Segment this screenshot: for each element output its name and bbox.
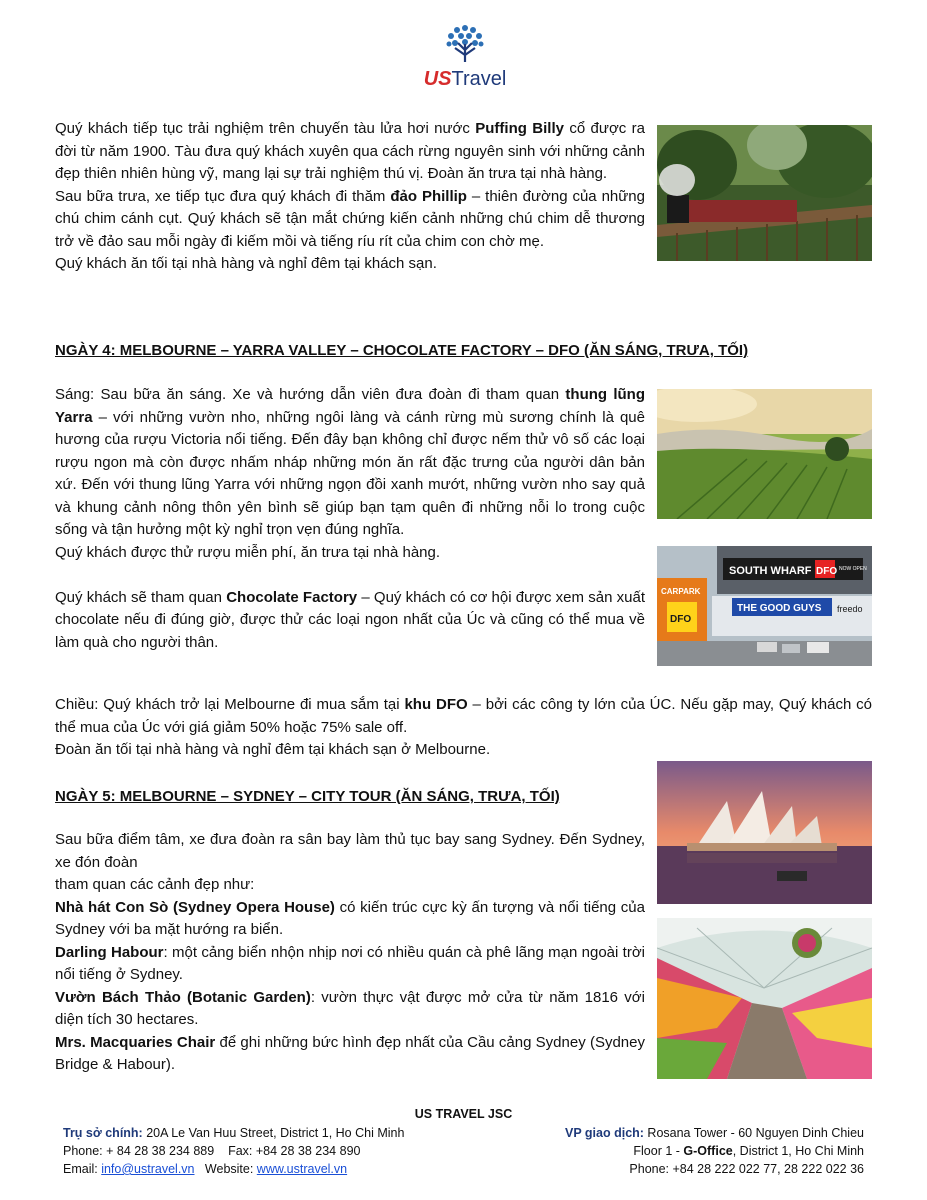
intro-paragraph-2: Sau bữa trưa, xe tiếp tục đưa quý khách đi thăm đảo Phillip – thiên đường của những chú chim cánh cụt. Quý khách sẽ tận mắt chứng kiến cảnh những chú chim dễ thương trở về đảo sau mỗi ngày đi kiếm mồi và tiếng ríu rít của chim con chờ mẹ. [55, 187, 645, 250]
dfo-area-name: khu DFO [404, 696, 468, 713]
intro-paragraph-1: Quý khách tiếp tục trải nghiệm trên chuyến tàu lửa hơi nước Puffing Billy cổ được ra đời từ năm 1900. Tàu đưa quý khách xuyên qua cách rừng nguyên sinh với những cảnh đẹp thiên nhiên hùng vỹ, mang lại sự trải nghiệm thú vị. Đoàn ăn trưa tại nhà hàng. [55, 120, 645, 182]
day-5-section [55, 829, 645, 1077]
sydney-opera-house-photo [657, 761, 872, 904]
vp-phone: Phone: +84 28 222 022 77, 28 222 022 36 [629, 1162, 864, 1176]
sight-opera-house: Nhà hát Con Sò (Sydney Opera House) có kiến trúc cực kỳ ấn tượng và nổi tiếng của Sydney với ba mặt hướng ra biển. [55, 898, 645, 938]
day-4-paragraph-3: Quý khách sẽ tham quan Chocolate Factory – Quý khách có cơ hội được xem sản xuất chocolate nếu đi đúng giờ, được thử các loại ngon nhất của Úc và cũng có thể mua về làm quà cho người thân. [55, 588, 645, 651]
vp-floor: Floor 1 - G-Office, District 1, Ho Chi Minh [633, 1144, 864, 1158]
day-4-paragraph-4: Chiều: Quý khách trở lại Melbourne đi mua sắm tại khu DFO – bởi các công ty lớn của ÚC. Nếu gặp may, Quý khách có thể mua của Úc với giá giảm 50% hoặc 75% sale off. [55, 696, 873, 736]
carpark-sign: CARPARK [661, 587, 701, 596]
dfo-photo [657, 546, 872, 666]
day-4-section [55, 384, 645, 654]
website-label: Website: [194, 1162, 257, 1176]
sight-darling-habour: Darling Habour: một cảng biển nhộn nhịp nơi có nhiều quán cà phê lãng mạn ngoài trời nổi tiếng ở Sydney. [55, 943, 645, 983]
intro-paragraph-3: Quý khách ăn tối tại nhà hàng và nghỉ đêm tại khách sạn. [55, 255, 437, 272]
sight-macquaries-chair: Mrs. Macquaries Chair để ghi những bức hình đẹp nhất của Cầu cảng Sydney (Sydney Bridge & Habour). [55, 1033, 645, 1073]
day-5-heading: NGÀY 5: MELBOURNE – SYDNEY – CITY TOUR (ĂN SÁNG, TRƯA, TỐI) [55, 788, 560, 805]
footer-company-name: US TRAVEL JSC [414, 1107, 513, 1121]
day-5-paragraph-2: tham quan các cảnh đẹp như: [55, 876, 255, 893]
vp-address: Rosana Tower - 60 Nguyen Dinh Chieu [643, 1126, 864, 1140]
us-travel-logo [410, 22, 520, 94]
day-4-afternoon [55, 694, 872, 762]
footer-head-office [63, 1124, 404, 1178]
email-link[interactable]: info@ustravel.vn [101, 1162, 195, 1176]
tree-icon [443, 22, 487, 66]
yarra-valley-photo [657, 389, 872, 519]
day-5-paragraph-1: Sau bữa điểm tâm, xe đưa đoàn ra sân bay làm thủ tục bay sang Sydney. Đến Sydney, xe đón đoàn [55, 831, 645, 871]
email-label: Email: [63, 1162, 102, 1176]
yarra-valley-name: thung lũng Yarra [55, 386, 645, 426]
freedom-sign: freedo [837, 604, 863, 614]
sight-botanic-garden: Vườn Bách Thảo (Botanic Garden): vườn thực vật được mở cửa từ năm 1816 với diện tích 30 hectares. [55, 988, 645, 1028]
hq-phone-fax: Phone: + 84 28 38 234 889 Fax: +84 28 38 234 890 [63, 1144, 361, 1158]
footer-transaction-office [565, 1124, 864, 1178]
hq-label: Trụ sở chính: [63, 1126, 143, 1140]
day-4-paragraph-2: Quý khách được thử rượu miễn phí, ăn trưa tại nhà hàng. [55, 543, 441, 561]
puffing-billy-name: Puffing Billy [475, 120, 564, 137]
day-4-paragraph-5: Đoàn ăn tối tại nhà hàng và nghỉ đêm tại khách sạn ở Melbourne. [55, 741, 491, 758]
intro-section [55, 118, 645, 276]
dfo-sign-text: DFO [816, 566, 838, 577]
logo-us-text: US [423, 68, 452, 90]
chocolate-factory-name: Chocolate Factory [226, 588, 358, 606]
website-link[interactable]: www.ustravel.vn [256, 1162, 348, 1176]
good-guys-sign: THE GOOD GUYS [737, 603, 822, 614]
phillip-island-name: đảo Phillip [390, 187, 467, 205]
logo-travel-text: Travel [451, 68, 507, 90]
puffing-billy-photo [657, 125, 872, 261]
now-open-sign: NOW OPEN [839, 566, 867, 572]
botanic-garden-photo [657, 918, 872, 1079]
day-4-heading: NGÀY 4: MELBOURNE – YARRA VALLEY – CHOCOLATE FACTORY – DFO (ĂN SÁNG, TRƯA, TỐI) [55, 342, 749, 359]
hq-address: 20A Le Van Huu Street, District 1, Ho Chi Minh [142, 1126, 405, 1140]
south-wharf-sign: SOUTH WHARF [729, 565, 812, 577]
dfo-carpark-text: DFO [670, 614, 692, 625]
vp-label: VP giao dịch: [565, 1126, 644, 1140]
day-4-paragraph-1: Sáng: Sau bữa ăn sáng. Xe và hướng dẫn viên đưa đoàn đi tham quan thung lũng Yarra – với những vườn nho, những ngôi làng và cánh rừng mù sương chính là quê hương của rượu Victoria nổi tiếng. Đến đây bạn không chỉ được nếm thử vô số các loại rượu ngon mà còn được nhấm nháp những món ăn rất đặc trưng của người dân bản xứ. Đến với thung lũng Yarra với những ngọn đồi xanh mướt, những vườn nho say quả và khung cảnh nông thôn yên bình sẽ giúp bạn tạm quên đi những nỗi lo trong cuộc sống và tận hưởng một kỳ nghỉ trọn vẹn đúng nghĩa. [55, 386, 645, 538]
footer [0, 1105, 927, 1176]
